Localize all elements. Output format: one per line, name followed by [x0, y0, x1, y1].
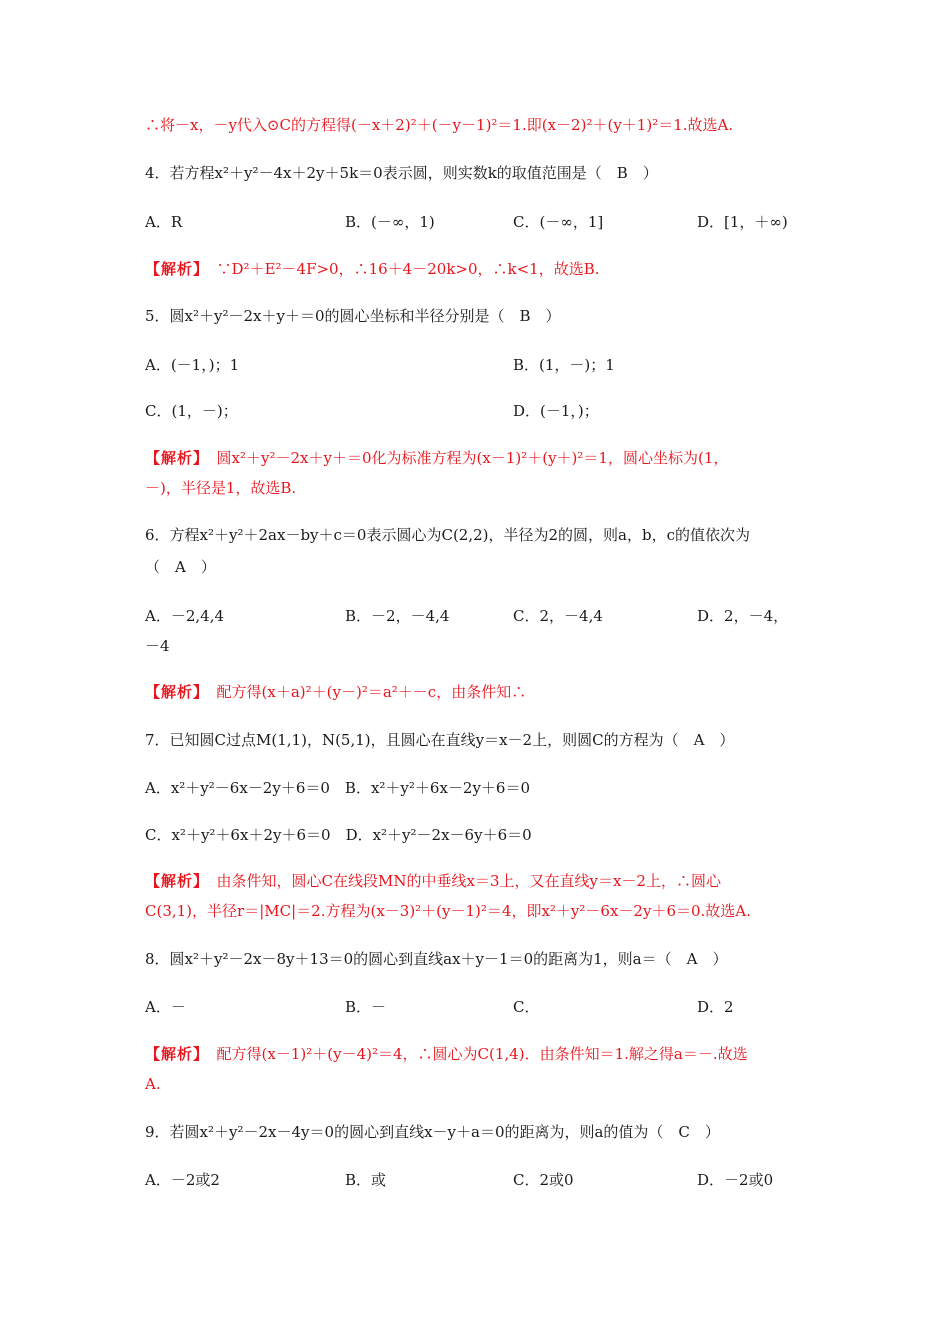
q8-analysis-text1: 配方得(x－1)²＋(y－4)²＝4，∴圆心为C(1,4)．由条件知＝1.解之得a＝－.故选	[216, 1045, 748, 1063]
question-5-stem: 5．圆x²＋y²－2x＋y＋＝0的圆心坐标和半径分别是（ B ）	[145, 307, 561, 325]
q5-analysis-line1	[145, 448, 728, 468]
q7-option-d: D．x²＋y²－2x－6y＋6＝0	[345, 826, 532, 844]
q4-option-a: A．R	[145, 213, 183, 231]
question-6-stem-line1: 6．方程x²＋y²＋2ax－by＋c＝0表示圆心为C(2,2)，半径为2的圆，则a，b，c的值依次为	[145, 526, 750, 544]
q5-option-b: B．(1，－)；1	[513, 356, 615, 374]
q7-options-row2	[145, 825, 532, 845]
q4-option-d: D．[1，＋∞)	[697, 213, 788, 231]
q7-analysis-line1	[145, 871, 721, 891]
q9-option-c: C．2或0	[513, 1171, 574, 1189]
question-4-stem: 4．若方程x²＋y²－4x＋2y＋5k＝0表示圆，则实数k的取值范围是（ B ）	[145, 164, 658, 182]
q4-option-b: B．(－∞，1)	[345, 213, 435, 231]
question-6-stem-line2: （ A ）	[145, 558, 216, 576]
q4-analysis-text: ∵D²＋E²－4F>0，∴16＋4－20k>0，∴k<1，故选B.	[216, 260, 600, 278]
q7-option-a: A．x²＋y²－6x－2y＋6＝0	[145, 779, 330, 797]
q8-option-d: D．2	[697, 998, 734, 1016]
q5-option-d: D．(－1，)；	[513, 402, 599, 420]
q8-analysis-line1	[145, 1044, 748, 1064]
q8-option-b: B．－	[345, 998, 387, 1016]
question-8-stem: 8．圆x²＋y²－2x－8y＋13＝0的圆心到直线ax＋y－1＝0的距离为1，则a＝（ A ）	[145, 950, 728, 968]
q6-option-c: C．2，－4,4	[513, 607, 603, 625]
q6-option-d: D．2，－4，	[697, 607, 789, 625]
q8-option-a: A．－	[145, 998, 186, 1016]
q8-analysis-line2: A.	[145, 1075, 161, 1093]
q7-option-c: C．x²＋y²＋6x＋2y＋6＝0	[145, 826, 331, 844]
q9-option-d: D．－2或0	[697, 1171, 774, 1189]
q6-analysis	[145, 682, 526, 702]
q9-option-b: B．或	[345, 1171, 387, 1189]
q5-analysis-text1: 圆x²＋y²－2x＋y＋＝0化为标准方程为(x－1)²＋(y＋)²＝1，圆心坐标为(1，	[216, 449, 729, 467]
q4-option-c: C．(－∞，1]	[513, 213, 604, 231]
analysis-tag: 【解析】	[145, 449, 202, 467]
analysis-tag: 【解析】	[145, 260, 202, 278]
q4-analysis	[145, 259, 600, 279]
analysis-tag: 【解析】	[145, 872, 202, 890]
q7-options-row1	[145, 778, 530, 798]
q5-option-a: A．(－1，)；1	[145, 356, 240, 374]
q7-option-b: B．x²＋y²＋6x－2y＋6＝0	[344, 779, 531, 797]
q7-analysis-text1: 由条件知，圆心C在线段MN的中垂线x＝3上，又在直线y＝x－2上，∴圆心	[216, 872, 721, 890]
q6-option-d-cont: －4	[145, 637, 170, 655]
analysis-tag: 【解析】	[145, 1045, 202, 1063]
q6-option-a: A．－2,4,4	[145, 607, 224, 625]
analysis-tag: 【解析】	[145, 683, 202, 701]
q5-option-c: C．(1，－)；	[145, 402, 238, 420]
q6-option-b: B．－2，－4,4	[345, 607, 450, 625]
q5-analysis-line2: －)，半径是1，故选B.	[145, 479, 297, 497]
prev-answer-line: ∴将－x，－y代入⊙C的方程得(－x＋2)²＋(－y－1)²＝1.即(x－2)²＋(y＋1)²＝1.故选A.	[145, 116, 734, 134]
q9-option-a: A．－2或2	[145, 1171, 220, 1189]
q7-analysis-line2: C(3,1)，半径r＝|MC|＝2.方程为(x－3)²＋(y－1)²＝4，即x²＋y²－6x－2y＋6＝0.故选A.	[145, 902, 751, 920]
q8-option-c: C．	[513, 998, 540, 1016]
question-7-stem: 7．已知圆C过点M(1,1)，N(5,1)，且圆心在直线y＝x－2上，则圆C的方程为（ A ）	[145, 731, 735, 749]
question-9-stem: 9．若圆x²＋y²－2x－4y＝0的圆心到直线x－y＋a＝0的距离为，则a的值为（ C ）	[145, 1123, 720, 1141]
q6-analysis-text: 配方得(x＋a)²＋(y－)²＝a²＋－c，由条件知∴	[216, 683, 527, 701]
